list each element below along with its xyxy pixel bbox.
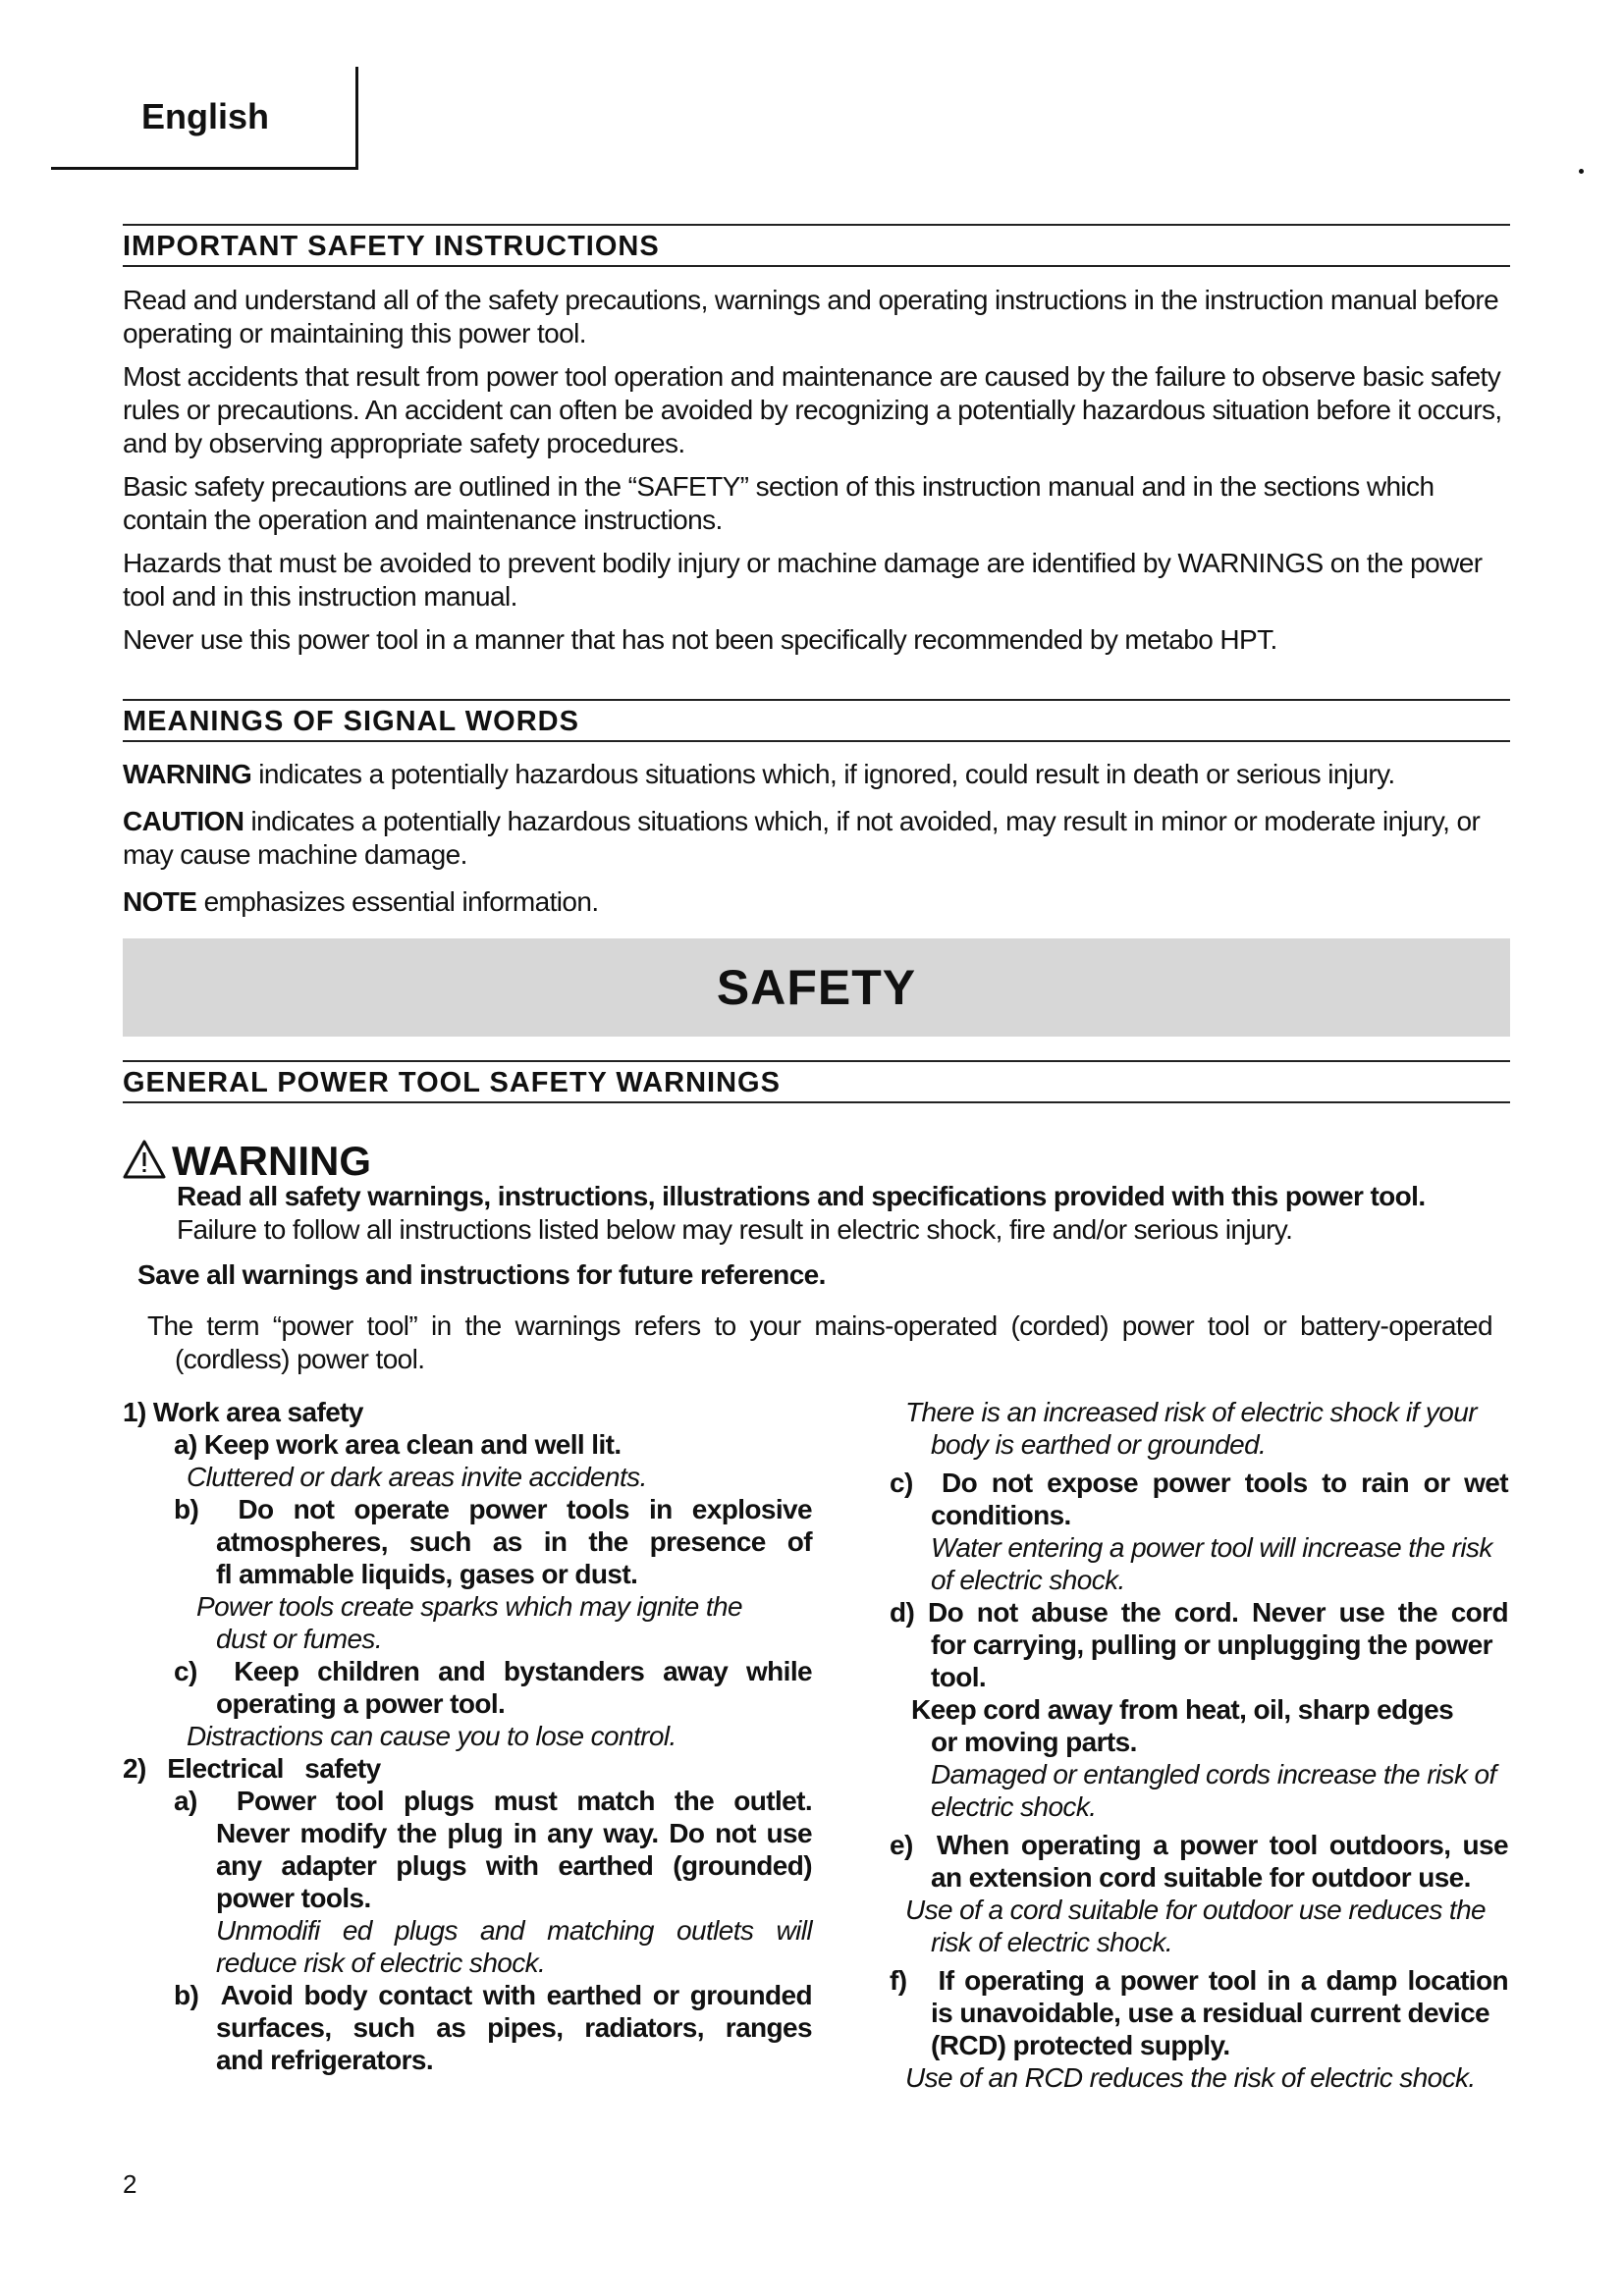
item-2b-note-1: There is an increased risk of electric shock if your — [905, 1397, 1477, 1427]
item-2e-note-1: Use of a cord suitable for outdoor use reduces the — [905, 1895, 1487, 1925]
item-1b-title-1: b) Do not operate power tools in explosive — [174, 1494, 812, 1524]
general-title: GENERAL POWER TOOL SAFETY WARNINGS — [123, 1060, 1510, 1103]
important-p1a: Read and understand all of the safety precautions, warnings and operating instructions in the instruction manual before — [123, 285, 1499, 315]
term-note — [147, 1309, 1492, 1376]
item-2f-title-1: f) If operating a power tool in a damp location — [890, 1965, 1508, 1996]
warning-plain-text: Failure to follow all instructions listed below may result in electric shock, fire and/or serious injury. — [177, 1214, 1293, 1245]
left-column — [123, 1396, 812, 2076]
signal-warning — [123, 758, 1510, 791]
item-2f-note: Use of an RCD reduces the risk of electric shock. — [905, 2062, 1476, 2093]
caution-keyword: CAUTION — [123, 806, 244, 836]
right-column — [890, 1396, 1508, 2094]
item-2e-note-2: risk of electric shock. — [931, 1927, 1173, 1957]
important-p4a: Hazards that must be avoided to prevent bodily injury or machine damage are identified by WARNINGS on the power — [123, 548, 1483, 578]
item-2d-title-4: Keep cord away from heat, oil, sharp edges — [911, 1694, 1454, 1725]
item-2d-title-3: tool. — [931, 1662, 987, 1692]
important-p2b: rules or precautions. An accident can often be avoided by recognizing a potentially hazardous situation before it occurs, — [123, 395, 1502, 425]
safety-banner-text: SAFETY — [716, 960, 917, 1015]
item-2f-title-2: is unavoidable, use a residual current device — [931, 1998, 1490, 2028]
save-text: Save all warnings and instructions for future reference. — [137, 1259, 826, 1290]
item-1b-note-1: Power tools create sparks which may ignite the — [196, 1591, 742, 1622]
warning-keyword: WARNING — [123, 759, 252, 789]
important-title: IMPORTANT SAFETY INSTRUCTIONS — [123, 224, 1510, 267]
item-2e-title-2: an extension cord suitable for outdoor use. — [931, 1862, 1471, 1893]
item-2a-note-1: Unmodifi ed plugs and matching outlets will — [216, 1915, 812, 1946]
caution-text: indicates a potentially hazardous situations which, if not avoided, may result in minor or moderate injury, or — [244, 806, 1481, 836]
margin-dot — [1579, 169, 1584, 174]
term-text-a: The term “power tool” in the warnings refers to your mains-operated (corded) power tool or battery-operated — [147, 1310, 1492, 1341]
item-2c-note-1: Water entering a power tool will increase the risk — [931, 1532, 1492, 1563]
item-2b-note-2: body is earthed or grounded. — [931, 1429, 1267, 1460]
important-p4b: tool and in this instruction manual. — [123, 581, 517, 612]
save-note — [137, 1258, 1525, 1292]
item-2d-note-2: electric shock. — [931, 1791, 1097, 1822]
item-2c-title-1: c) Do not expose power tools to rain or wet — [890, 1468, 1508, 1498]
warning-text: indicates a potentially hazardous situations which, if ignored, could result in death or serious injury. — [251, 759, 1395, 789]
item-1a-note: Cluttered or dark areas invite accidents. — [187, 1462, 647, 1492]
item-2c-note-2: of electric shock. — [931, 1565, 1125, 1595]
warning-label: WARNING — [172, 1138, 371, 1184]
item-2d-title-2: for carrying, pulling or unplugging the power — [931, 1629, 1492, 1660]
language-label: English — [141, 96, 270, 136]
signal-caution — [123, 805, 1510, 838]
important-p1b: operating or maintaining this power tool. — [123, 318, 586, 348]
item-2e-title-1: e) When operating a power tool outdoors, use — [890, 1830, 1508, 1860]
signal-body — [123, 758, 1510, 919]
warning-heading — [123, 1137, 371, 1186]
item-2d-title-1: d) Do not abuse the cord. Never use the cord — [890, 1597, 1508, 1628]
signal-caution-cont: may cause machine damage. — [123, 839, 467, 870]
work-area-heading: 1) Work area safety — [123, 1397, 363, 1427]
important-section — [123, 224, 1510, 267]
note-text: emphasizes essential information. — [196, 886, 599, 917]
item-1b-title-3: fl ammable liquids, gases or dust. — [216, 1559, 638, 1589]
general-section — [123, 1060, 1510, 1103]
warning-bold-text: Read all safety warnings, instructions, illustrations and specifications provided with this power tool. — [177, 1181, 1426, 1211]
item-2a-title-3: any adapter plugs with earthed (grounded) — [216, 1850, 812, 1881]
note-keyword: NOTE — [123, 886, 197, 917]
signal-section — [123, 699, 1510, 742]
term-text-b: (cordless) power tool. — [175, 1344, 425, 1374]
item-2a-note-2: reduce risk of electric shock. — [216, 1948, 546, 1978]
electrical-heading: 2) Electrical safety — [123, 1753, 381, 1784]
item-2a-title-4: power tools. — [216, 1883, 371, 1913]
warning-body — [177, 1180, 1512, 1247]
item-2b-title-3: and refrigerators. — [216, 2045, 434, 2075]
important-p5: Never use this power tool in a manner that has not been specifically recommended by metabo HPT. — [123, 624, 1277, 655]
item-2d-title-5: or moving parts. — [931, 1727, 1137, 1757]
warning-triangle-icon — [123, 1140, 166, 1184]
item-2b-title-1: b) Avoid body contact with earthed or grounded — [174, 1980, 812, 2010]
safety-banner — [123, 938, 1510, 1037]
item-2f-title-3: (RCD) protected supply. — [931, 2030, 1230, 2060]
item-1c-title-1: c) Keep children and bystanders away while — [174, 1656, 812, 1686]
signal-note — [123, 885, 1510, 919]
important-p2a: Most accidents that result from power tool operation and maintenance are caused by the failure to observe basic safety — [123, 361, 1501, 392]
important-p3b: contain the operation and maintenance instructions. — [123, 505, 723, 535]
item-2d-note-1: Damaged or entangled cords increase the risk of — [931, 1759, 1496, 1789]
signal-title: MEANINGS OF SIGNAL WORDS — [123, 699, 1510, 742]
item-2a-title-2: Never modify the plug in any way. Do not use — [216, 1818, 812, 1848]
important-body — [123, 284, 1510, 657]
item-2b-title-2: surfaces, such as pipes, radiators, ranges — [216, 2012, 812, 2043]
important-p2c: and by observing appropriate safety procedures. — [123, 428, 685, 458]
page-number: 2 — [123, 2169, 137, 2199]
item-1c-title-2: operating a power tool. — [216, 1688, 506, 1719]
item-2a-title-1: a) Power tool plugs must match the outlet. — [174, 1786, 812, 1816]
language-tab — [51, 67, 358, 170]
item-1b-title-2: atmospheres, such as in the presence of — [216, 1526, 812, 1557]
important-p3a: Basic safety precautions are outlined in the “SAFETY” section of this instruction manual and in the sections which — [123, 471, 1435, 502]
item-1b-note-2: dust or fumes. — [216, 1624, 383, 1654]
item-1c-note: Distractions can cause you to lose control. — [187, 1721, 677, 1751]
item-1a-title: a) Keep work area clean and well lit. — [174, 1429, 622, 1460]
item-2c-title-2: conditions. — [931, 1500, 1071, 1530]
